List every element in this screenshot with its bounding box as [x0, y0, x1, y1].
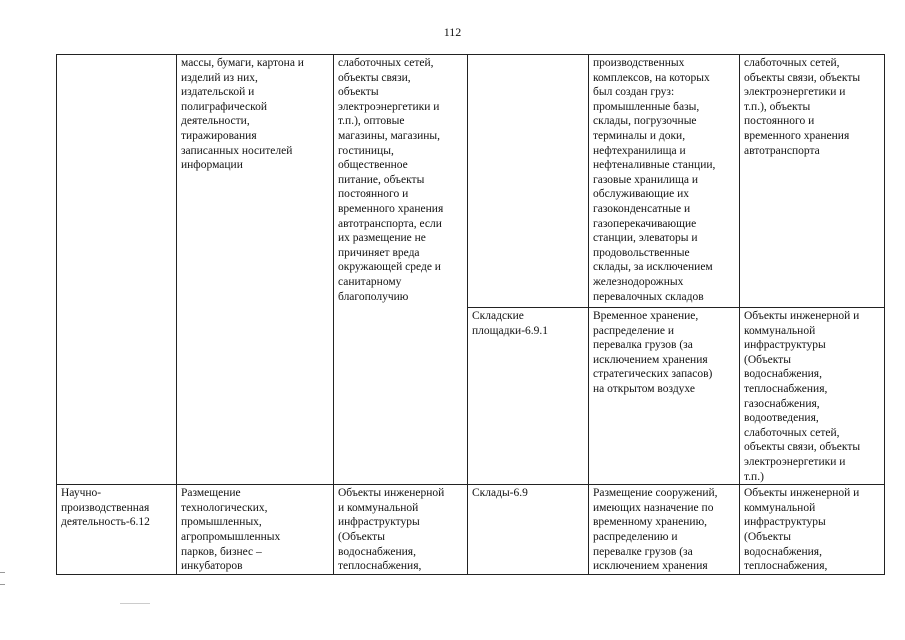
table-cell-auxiliary-2: Объекты инженерной и коммунальной инфраструктуры (Объекты водоснабжения, теплоснабжения,	[740, 485, 885, 575]
scan-mark	[0, 572, 5, 573]
table-cell-description-2: Размещение сооружений, имеющих назначение по временному хранению, распределению и перевалке грузов (за исключением хранения	[589, 485, 740, 575]
table-row	[57, 55, 885, 308]
table-cell-auxiliary: слаботочных сетей, объекты связи, объекты электроэнергетики и т.п.), оптовые магазины, магазины, гостиницы, общественное питание, объекты постоянного и временного хранения автотранспорта, если их размещение не причиняет вреда окружающей среде и санитарному благополучию	[334, 55, 468, 485]
table-cell-description: Размещение технологических, промышленных, агропромышленных парков, бизнес – инкубаторов	[177, 485, 334, 575]
table-cell-description: массы, бумаги, картона и изделий из них, издательской и полиграфической деятельности, тиражирования записанных носителей информации	[177, 55, 334, 485]
land-use-table	[56, 54, 885, 575]
table-cell-auxiliary-2: слаботочных сетей, объекты связи, объекты электроэнергетики и т.п.), объекты постоянного и временного хранения автотранспорта	[740, 55, 885, 308]
table-cell-activity-2	[468, 55, 589, 308]
table-cell-activity-2: Склады-6.9	[468, 485, 589, 575]
table-cell-auxiliary-2: Объекты инженерной и коммунальной инфраструктуры (Объекты водоснабжения, теплоснабжения, газоснабжения, водоотведения, слаботочных сетей, объекты связи, объекты электроэнергетики и т.п.)	[740, 308, 885, 485]
table-cell-activity: Научно- производственная деятельность-6.12	[57, 485, 177, 575]
divider	[120, 603, 150, 604]
table-cell-activity-2: Складские площадки-6.9.1	[468, 308, 589, 485]
table-cell-description-2: Временное хранение, распределение и перевалка грузов (за исключением хранения стратегических запасов) на открытом воздухе	[589, 308, 740, 485]
table-cell-auxiliary: Объекты инженерной и коммунальной инфраструктуры (Объекты водоснабжения, теплоснабжения,	[334, 485, 468, 575]
scan-mark	[0, 584, 5, 585]
table-cell-activity	[57, 55, 177, 485]
table-row	[57, 485, 885, 575]
page-number: 112	[443, 25, 462, 39]
table-cell-description-2: производственных комплексов, на которых был создан груз: промышленные базы, склады, погрузочные терминалы и доки, нефтехранилища и нефтеналивные станции, газовые хранилища и обслуживающие их газоконденсатные и газоперекачивающие станции, элеваторы и продовольственные склады, за исключением железнодорожных перевалочных складов	[589, 55, 740, 308]
